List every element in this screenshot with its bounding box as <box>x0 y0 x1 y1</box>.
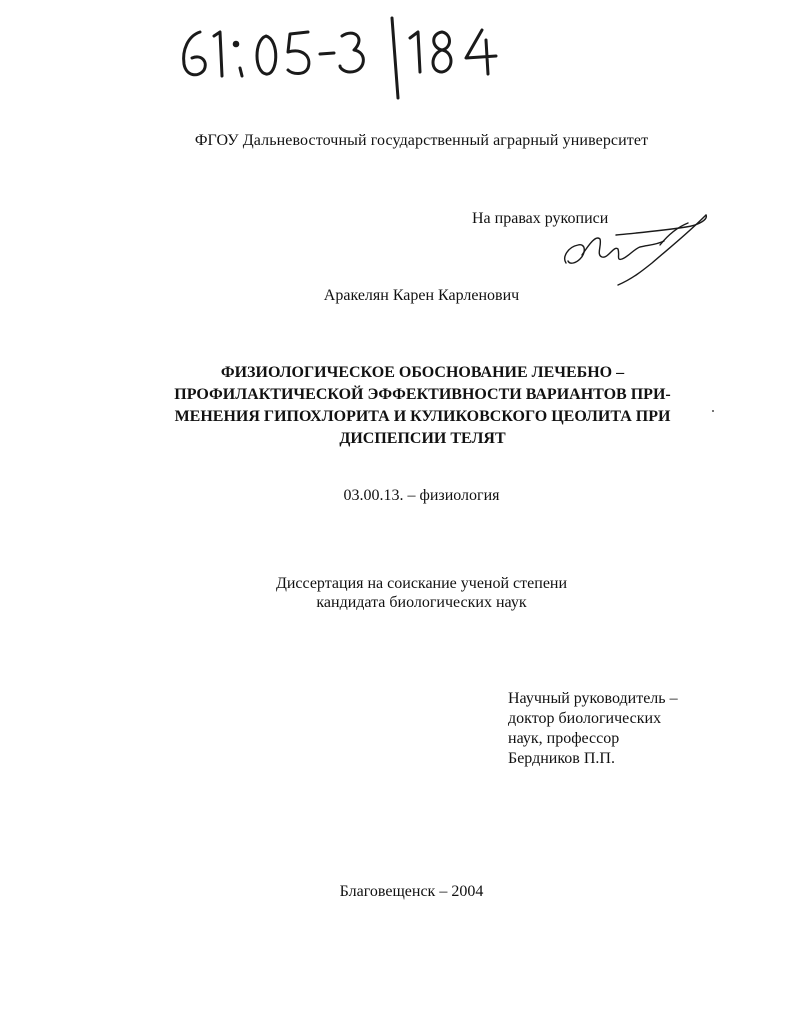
supervisor-line: Научный руководитель – <box>508 690 678 707</box>
dissertation-title <box>150 362 695 450</box>
degree-line: кандидата биологических наук <box>316 594 527 611</box>
scientific-supervisor <box>508 689 678 769</box>
title-line: ФИЗИОЛОГИЧЕСКОЕ ОБОСНОВАНИЕ ЛЕЧЕБНО – <box>220 364 625 381</box>
author-signature <box>556 205 716 290</box>
manuscript-rights-note: На правах рукописи <box>472 210 609 227</box>
author-name: Аракелян Карен Карленович <box>323 287 520 304</box>
organization-name: ФГОУ Дальневосточный государственный аграрный университет <box>194 132 649 149</box>
supervisor-line: наук, профессор <box>508 730 620 747</box>
title-line: ДИСПЕПСИИ ТЕЛЯТ <box>339 430 506 447</box>
handwritten-archive-code <box>170 10 510 105</box>
title-line: ПРОФИЛАКТИЧЕСКОЙ ЭФФЕКТИВНОСТИ ВАРИАНТОВ ПРИ- <box>174 386 671 403</box>
city-and-year: Благовещенск – 2004 <box>339 883 484 900</box>
degree-line: Диссертация на соискание ученой степени <box>275 575 568 592</box>
supervisor-line: доктор биологических <box>508 710 662 727</box>
supervisor-line: Бердников П.П. <box>508 750 615 767</box>
title-line: МЕНЕНИЯ ГИПОХЛОРИТА И КУЛИКОВСКОГО ЦЕОЛИТА ПРИ <box>174 408 671 425</box>
degree-statement <box>0 574 793 612</box>
scan-speck <box>712 410 714 412</box>
specialty-code: 03.00.13. – физиология <box>343 487 500 504</box>
